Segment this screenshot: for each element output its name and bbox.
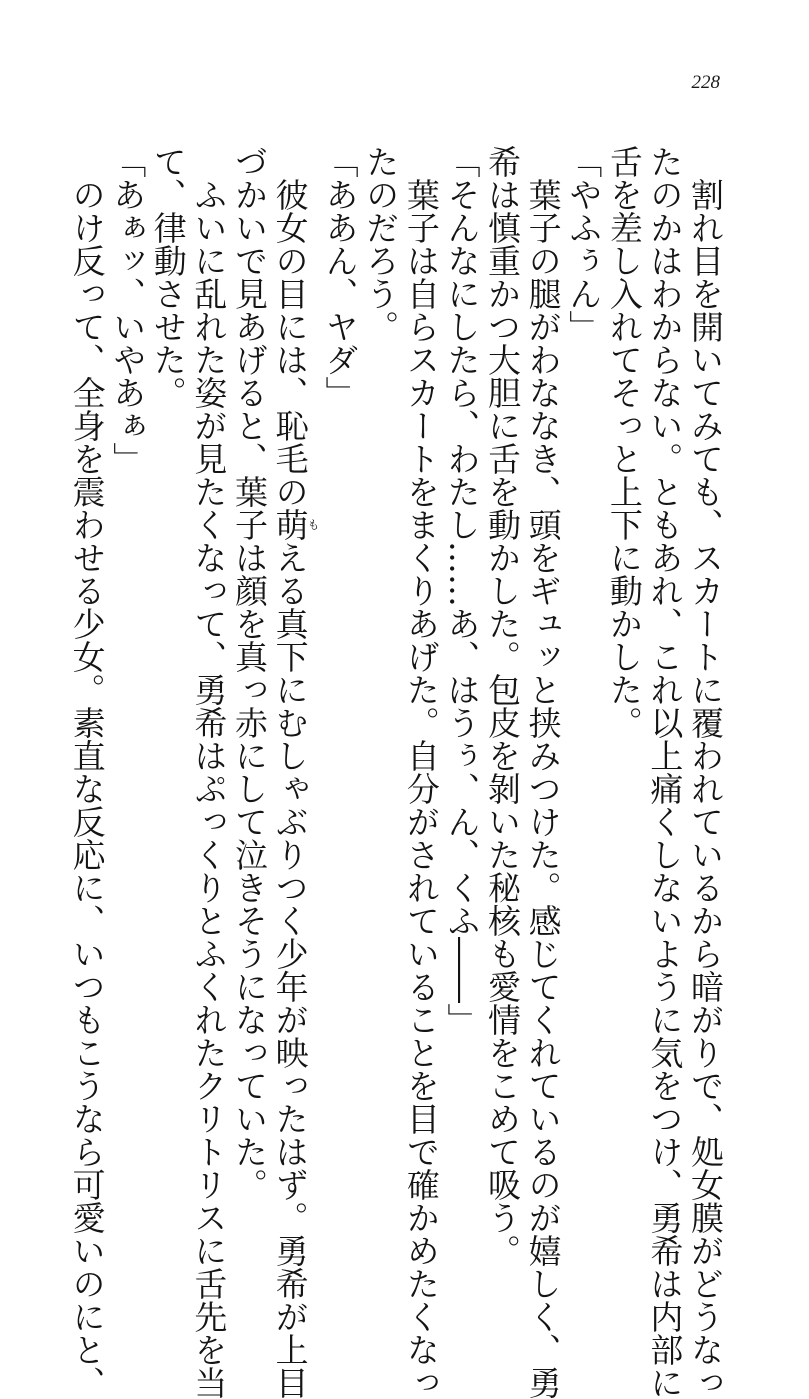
- text-line: 舌を差し入れてそっと上下に動かした。: [604, 145, 644, 739]
- text-line: たのかはわからない。ともあれ、これ以上痛くしないように気をつけ、勇希は内部に: [645, 145, 685, 1399]
- text-line: 「やふぅん」: [564, 145, 604, 343]
- text-line: のけ反って、全身を震わせる少女。素直な反応に、いつもこうなら可愛いのにと、: [67, 145, 107, 1399]
- text-line: 葉子の腿がわななき、頭をギュッと挟みつけた。感じてくれているのが嬉しく、勇: [523, 145, 563, 1399]
- text-line: ふいに乱れた姿が見たくなって、勇希はぷっくりとふくれたクリトリスに舌先を当: [189, 145, 229, 1399]
- text-line: 「あぁッ、いやあぁ」: [108, 145, 148, 475]
- text-line: て、律動させた。: [148, 145, 188, 409]
- ruby-reading: も: [306, 508, 321, 541]
- text-line: 「そんなにしたら、わたし……あ、はうぅ、ん、くふ――」: [442, 145, 482, 1036]
- text-line: 葉子は自らスカートをまくりあげた。自分がされていることを目で確かめたくなっ: [401, 145, 441, 1399]
- text-line: たのだろう。: [361, 145, 401, 343]
- text-segment: 彼女の目には、恥毛の: [270, 145, 310, 508]
- text-line: 「ああん、ヤダ」: [320, 145, 360, 409]
- ruby-annotation: [270, 508, 321, 541]
- text-line: づかいで見あげると、葉子は顔を真っ赤にして泣きそうになっていた。: [229, 145, 269, 1201]
- text-line: 割れ目を開いてみても、スカートに覆われているから暗がりで、処女膜がどうなっ: [686, 145, 725, 1399]
- vertical-text-body: [67, 145, 725, 1399]
- page-number: 228: [691, 72, 720, 93]
- text-line: 希は慎重かつ大胆に舌を動かした。包皮を剝いた秘核も愛情をこめて吸う。: [483, 145, 523, 1267]
- text-line-with-ruby: [269, 145, 321, 1399]
- ruby-base: 萌: [270, 508, 310, 541]
- text-segment: える真下にむしゃぶりつく少年が映ったはず。勇希が上目: [270, 541, 310, 1399]
